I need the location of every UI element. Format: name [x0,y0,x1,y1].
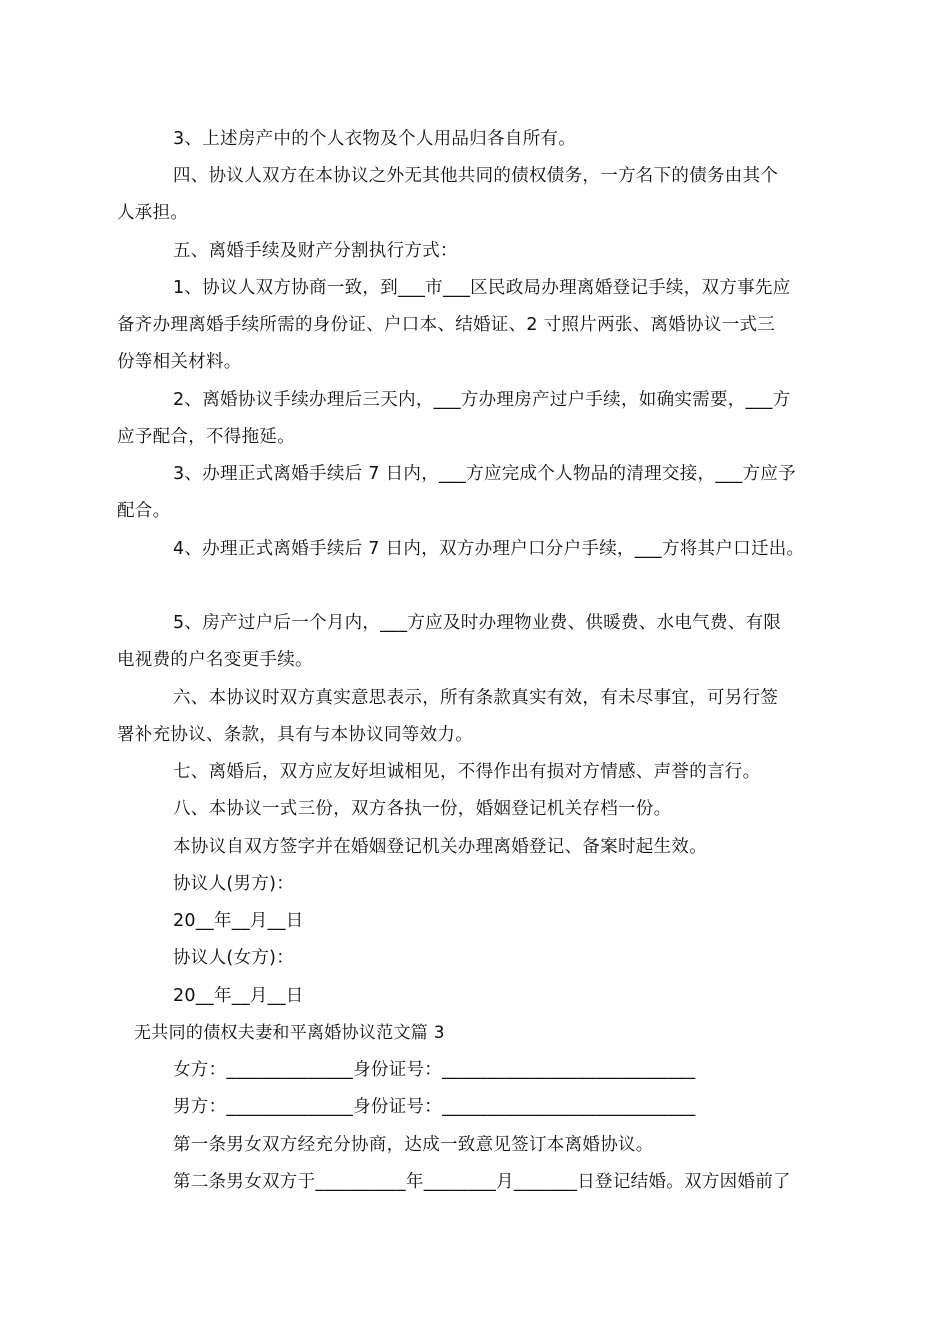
text-line: 份等相关材料。 [117,352,242,372]
female-id-line: 女方：______________身份证号：____________________________ [173,1060,696,1080]
text-line: 4、办理正式离婚手续后 7 日内，双方办理户口分户手续，___方将其户口迁出。 [173,539,805,559]
text-line: 电视费的户名变更手续。 [117,650,313,670]
text-line: 3、办理正式离婚手续后 7 日内，___方应完成个人物品的清理交接，___方应予 [173,464,796,484]
text-line: 应予配合，不得拖延。 [117,427,295,447]
text-line: 七、离婚后，双方应友好坦诚相见，不得作出有损对方情感、声誉的言行。 [173,762,761,782]
signature-label-female: 协议人(女方)： [173,948,295,968]
section-heading: 无共同的债权夫妻和平离婚协议范文篇 3 [134,1023,445,1043]
signature-date-female: 20__年__月__日 [173,986,304,1006]
text-line: 署补充协议、条款，具有与本协议同等效力。 [117,725,473,745]
text-line: 3、上述房产中的个人衣物及个人用品归各自所有。 [173,129,577,149]
signature-label-male: 协议人(男方)： [173,874,295,894]
signature-date-male: 20__年__月__日 [173,911,304,931]
text-line: 八、本协议一式三份，双方各执一份，婚姻登记机关存档一份。 [173,799,672,819]
text-line: 5、房产过户后一个月内，___方应及时办理物业费、供暖费、水电气费、有限 [173,613,782,633]
text-line: 本协议自双方签字并在婚姻登记机关办理离婚登记、备案时起生效。 [173,837,707,857]
text-line: 备齐办理离婚手续所需的身份证、户口本、结婚证、2 寸照片两张、离婚协议一式三 [117,315,776,335]
text-line: 1、协议人双方协商一致，到___市___区民政局办理离婚登记手续，双方事先应 [173,278,791,298]
text-line: 2、离婚协议手续办理后三天内，___方办理房产过户手续，如确实需要，___方 [173,390,791,410]
text-line: 第一条男女双方经充分协商，达成一致意见签订本离婚协议。 [173,1135,654,1155]
male-id-line: 男方：______________身份证号：____________________________ [173,1097,696,1117]
text-line: 配合。 [117,501,171,521]
text-line: 四、协议人双方在本协议之外无其他共同的债权债务，一方名下的债务由其个 [173,166,779,186]
text-line: 第二条男女双方于__________年________月_______日登记结婚。双方因婚前了 [173,1172,791,1192]
text-line: 人承担。 [117,203,189,223]
text-line: 五、离婚手续及财产分割执行方式： [173,241,458,261]
text-line: 六、本协议时双方真实意思表示，所有条款真实有效，有未尽事宜，可另行签 [173,688,779,708]
